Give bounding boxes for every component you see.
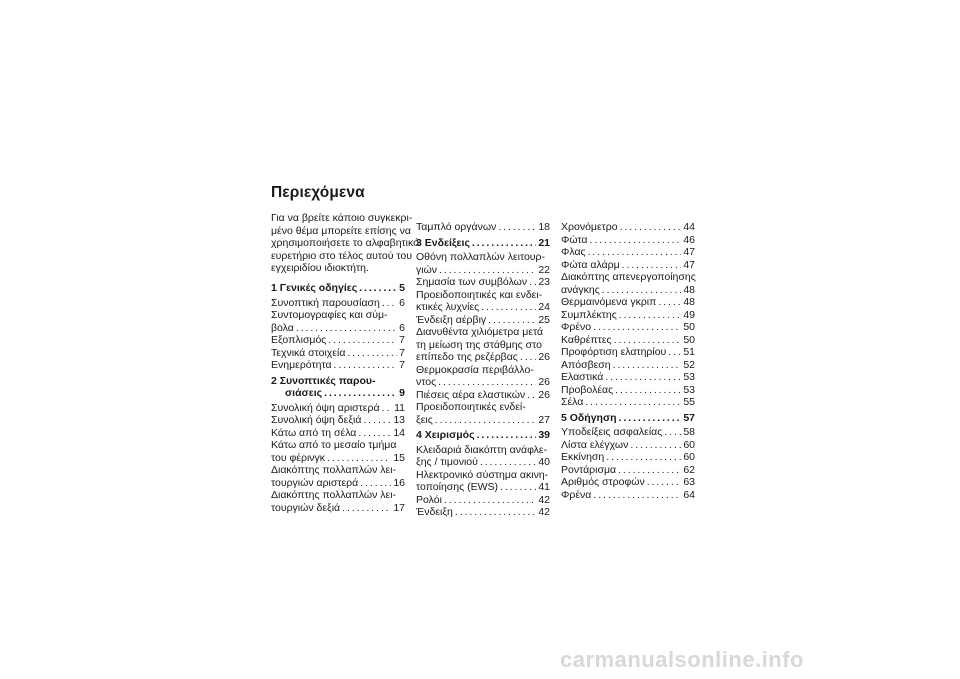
- leader-dots: [658, 296, 681, 309]
- toc-entry[interactable]: [561, 371, 695, 384]
- toc-page-number: 6: [399, 296, 405, 309]
- toc-entry[interactable]: [561, 476, 695, 489]
- toc-entry[interactable]: [271, 322, 405, 335]
- toc-entry[interactable]: [416, 301, 550, 314]
- leader-dots: [585, 396, 681, 409]
- toc-page-number: 15: [393, 451, 405, 464]
- leader-dots: [477, 429, 537, 442]
- leader-dots: [328, 334, 397, 347]
- leader-dots: [472, 237, 536, 250]
- toc-entry-label: βολα: [271, 321, 294, 334]
- toc-page-number: 42: [538, 493, 550, 506]
- toc-page-number: 58: [683, 426, 695, 438]
- toc-page-number: 26: [538, 351, 550, 363]
- toc-entry-label: Φρένα: [561, 488, 592, 501]
- toc-entry-line[interactable]: Κλειδαριά διακόπτη ανάφλε-: [416, 443, 548, 456]
- toc-page-number: 13: [393, 414, 405, 426]
- toc-page-number: 62: [683, 463, 695, 476]
- leader-dots: [529, 276, 536, 289]
- toc-entry[interactable]: [416, 314, 550, 327]
- toc-entry-label: Φώτα: [561, 233, 588, 246]
- toc-entry[interactable]: [271, 334, 405, 347]
- toc-entry[interactable]: [561, 464, 695, 477]
- toc-entry-label: ντος: [416, 376, 437, 388]
- toc-entry-label: Προφόρτιση ελατηρίου: [561, 346, 667, 358]
- toc-entry[interactable]: [271, 477, 405, 490]
- toc-page-number: 6: [399, 321, 405, 334]
- toc-page-number: 42: [538, 506, 550, 518]
- leader-dots: [527, 389, 536, 402]
- toc-entry[interactable]: [561, 384, 695, 397]
- leader-dots: [630, 439, 681, 452]
- toc-entry[interactable]: [561, 321, 695, 334]
- toc-page-number: 41: [538, 481, 550, 493]
- toc-entry-label: σιάσεις: [285, 387, 323, 399]
- leader-dots: [498, 221, 536, 234]
- toc-page-number: 47: [683, 246, 695, 258]
- toc-entry[interactable]: [416, 389, 550, 402]
- toc-entry-line[interactable]: Διακόπτης πολλαπλών λει-: [271, 489, 397, 501]
- leader-dots: [481, 301, 536, 314]
- toc-page-number: 60: [683, 438, 695, 451]
- toc-entry-line[interactable]: Ηλεκτρονικό σύστημα ακινη-: [416, 468, 549, 481]
- toc-column-2: [416, 221, 550, 519]
- toc-entry-label: τοποίησης (EWS): [416, 481, 499, 493]
- toc-page-number: 14: [393, 426, 405, 439]
- toc-entry[interactable]: [561, 451, 695, 464]
- toc-page-number: 50: [683, 333, 695, 346]
- toc-page-number: 16: [393, 476, 405, 489]
- toc-page-number: 23: [538, 276, 550, 288]
- toc-page-number: 17: [393, 501, 405, 514]
- toc-entry-label: Συμπλέκτης: [561, 308, 617, 321]
- toc-entry-label: Εξοπλισμός: [271, 334, 327, 346]
- leader-dots: [327, 452, 391, 465]
- toc-entry-label: γιών: [416, 263, 438, 276]
- toc-chapter-5[interactable]: [561, 412, 695, 425]
- toc-entry-label: Ένδειξη: [416, 506, 453, 518]
- toc-entry-label: ανάγκης: [561, 283, 600, 296]
- leader-dots: [444, 494, 536, 507]
- leader-dots: [613, 359, 682, 372]
- toc-chapter-1[interactable]: [271, 282, 405, 295]
- leader-dots: [618, 464, 681, 477]
- toc-entry[interactable]: [416, 456, 550, 469]
- toc-entry-label: Συνοπτική παρουσίαση: [271, 296, 380, 309]
- toc-page-number: 55: [683, 396, 695, 408]
- toc-page-number: 48: [683, 283, 695, 296]
- toc-entry[interactable]: [561, 246, 695, 259]
- toc-entry[interactable]: [561, 489, 695, 502]
- toc-entry-label: ξεις: [416, 413, 433, 426]
- toc-entry[interactable]: [416, 494, 550, 507]
- toc-entry-line[interactable]: Προειδοποιητικές και ενδει-: [416, 288, 543, 301]
- toc-entry-line[interactable]: Διανυθέντα χιλιόμετρα μετά: [416, 326, 544, 338]
- toc-chapter-3[interactable]: [416, 237, 550, 250]
- toc-entry-label: επίπεδο της ρεζέρβας: [416, 351, 518, 363]
- toc-entry-label: Ταμπλό οργάνων: [416, 221, 497, 233]
- intro-line: χρησιμοποιήσετε το αλφαβητικό: [271, 237, 419, 249]
- toc-page-number: 24: [538, 301, 550, 313]
- toc-entry[interactable]: [416, 221, 550, 234]
- toc-entry-line[interactable]: Θερμοκρασία περιβάλλο-: [416, 363, 534, 376]
- leader-dots: [668, 346, 681, 359]
- toc-entry[interactable]: [561, 359, 695, 372]
- toc-entry-line[interactable]: Κάτω από το μεσαίο τμήμα: [271, 439, 397, 451]
- toc-entry-label: Λίστα ελέγχων: [561, 438, 629, 451]
- toc-page-number: 26: [538, 376, 550, 388]
- leader-dots: [455, 506, 536, 519]
- toc-entry[interactable]: [561, 426, 695, 439]
- toc-entry[interactable]: [561, 221, 695, 234]
- toc-entry[interactable]: [271, 502, 405, 515]
- toc-entry[interactable]: [271, 402, 405, 415]
- intro-line: εγχειριδίου ιδιοκτήτη.: [271, 262, 369, 274]
- toc-entry-label: Ένδειξη αέρβιγ: [416, 313, 487, 326]
- leader-dots: [615, 384, 681, 397]
- toc-column-1: [271, 279, 405, 514]
- toc-entry[interactable]: [561, 334, 695, 347]
- leader-dots: [619, 412, 682, 425]
- toc-entry[interactable]: [271, 414, 405, 427]
- toc-entry-line[interactable]: Διακόπτης πολλαπλών λει-: [271, 464, 397, 476]
- toc-entry-label: Καθρέπτες: [561, 333, 612, 346]
- leader-dots: [480, 456, 536, 469]
- toc-page-number: 27: [538, 413, 550, 426]
- leader-dots: [363, 414, 391, 427]
- toc-page-number: 9: [399, 387, 405, 399]
- leader-dots: [520, 351, 536, 364]
- leader-dots: [664, 426, 681, 439]
- toc-page-number: 46: [683, 233, 695, 246]
- toc-page-number: 44: [683, 221, 695, 233]
- toc-entry-label: Εκκίνηση: [561, 451, 605, 463]
- leader-dots: [358, 427, 391, 440]
- toc-page-number: 51: [683, 346, 695, 358]
- toc-entry[interactable]: [271, 452, 405, 465]
- leader-dots: [347, 347, 397, 360]
- leader-dots: [602, 284, 682, 297]
- toc-page-number: 18: [538, 221, 550, 233]
- toc-page-number: 26: [538, 388, 550, 401]
- leader-dots: [359, 282, 397, 295]
- toc-column-3: [561, 221, 695, 501]
- leader-dots: [382, 297, 397, 310]
- leader-dots: [360, 477, 391, 490]
- toc-entry-label: Σημασία των συμβόλων: [416, 276, 528, 288]
- toc-chapter-4[interactable]: [416, 429, 550, 442]
- leader-dots: [382, 402, 393, 415]
- toc-entry-label: Κάτω από τη σέλα: [271, 426, 357, 439]
- toc-page-number: 64: [683, 488, 695, 501]
- toc-entry-label: Υποδείξεις ασφαλείας: [561, 426, 663, 438]
- toc-entry-label: Φώτα αλάρμ: [561, 258, 620, 271]
- leader-dots: [605, 371, 681, 384]
- toc-entry-label: Σέλα: [561, 396, 584, 408]
- leader-dots: [588, 246, 682, 259]
- leader-dots: [439, 264, 536, 277]
- leader-dots: [500, 481, 536, 494]
- leader-dots: [342, 502, 391, 515]
- toc-chapter-2-line[interactable]: 2 Συνοπτικές παρου-: [271, 374, 376, 387]
- toc-page-number: 7: [399, 334, 405, 346]
- toc-entry[interactable]: [271, 347, 405, 360]
- toc-page-number: 49: [683, 308, 695, 321]
- toc-entry-label: Συνολική όψη αριστερά: [271, 401, 380, 414]
- toc-entry[interactable]: [271, 427, 405, 440]
- toc-entry-line[interactable]: τη μείωση της στάθμης στο: [416, 338, 542, 351]
- intro-text: [271, 212, 419, 275]
- toc-entry[interactable]: [561, 396, 695, 409]
- toc-entry-label: Συνολική όψη δεξιά: [271, 414, 362, 426]
- toc-entry[interactable]: [416, 506, 550, 519]
- toc-entry-label: Φλας: [561, 246, 586, 258]
- leader-dots: [593, 321, 681, 334]
- toc-entry-label: Τεχνικά στοιχεία: [271, 346, 346, 359]
- toc-page-number: 63: [683, 476, 695, 488]
- toc-entry[interactable]: [561, 259, 695, 272]
- toc-entry-label: Ενημερότητα: [271, 359, 332, 371]
- leader-dots: [334, 359, 398, 372]
- toc-entry[interactable]: [416, 376, 550, 389]
- toc-page-number: 53: [683, 371, 695, 383]
- toc-entry-label: Χρονόμετρο: [561, 221, 618, 233]
- toc-entry[interactable]: [416, 264, 550, 277]
- toc-entry[interactable]: [561, 234, 695, 247]
- leader-dots: [647, 476, 682, 489]
- leader-dots: [622, 259, 682, 272]
- toc-entry-label: Προβολέας: [561, 383, 614, 396]
- toc-page-number: 7: [399, 346, 405, 359]
- toc-page-number: 50: [683, 321, 695, 333]
- toc-entry-label: Ρολόι: [416, 493, 442, 506]
- intro-line: μένο θέμα μπορείτε επίσης να: [271, 224, 411, 237]
- toc-page-number: 53: [683, 383, 695, 396]
- page-title: Περιεχόμενα: [271, 184, 365, 201]
- toc-entry-label: 3 Ενδείξεις: [416, 236, 470, 249]
- leader-dots: [590, 234, 682, 247]
- leader-dots: [488, 314, 536, 327]
- toc-page-number: 60: [683, 451, 695, 463]
- toc-entry-line[interactable]: Συντομογραφίες και σύμ-: [271, 309, 388, 321]
- toc-page-number: 48: [683, 296, 695, 308]
- toc-entry[interactable]: [561, 439, 695, 452]
- toc-entry-label: Θερμαινόμενα γκριπ: [561, 296, 657, 308]
- toc-page-number: 25: [538, 313, 550, 326]
- toc-entry-label: Απόσβεση: [561, 358, 611, 371]
- leader-dots: [614, 334, 682, 347]
- toc-entry-label: του φέρινγκ: [271, 451, 326, 464]
- toc-entry-label: Φρένο: [561, 321, 592, 333]
- toc-entry[interactable]: [561, 296, 695, 309]
- toc-page-number: 57: [683, 411, 695, 424]
- toc-entry-label: Ροντάρισμα: [561, 463, 617, 476]
- toc-page-number: 52: [683, 358, 695, 371]
- toc-entry-label: 4 Χειρισμός: [416, 429, 475, 441]
- toc-chapter-2[interactable]: [271, 387, 405, 400]
- toc-entry[interactable]: [416, 414, 550, 427]
- leader-dots: [438, 376, 536, 389]
- toc-entry-line[interactable]: Διακόπτης απενεργοποίησης: [561, 271, 696, 283]
- leader-dots: [324, 387, 397, 400]
- toc-page-number: 7: [399, 359, 405, 371]
- toc-entry[interactable]: [416, 481, 550, 494]
- toc-entry-label: Πιέσεις αέρα ελαστικών: [416, 388, 526, 401]
- toc-entry-label: 5 Οδήγηση: [561, 411, 617, 424]
- toc-entry[interactable]: [271, 297, 405, 310]
- toc-entry-line[interactable]: Προειδοποιητικές ενδεί-: [416, 401, 526, 413]
- toc-entry-line[interactable]: Οθόνη πολλαπλών λειτουρ-: [416, 251, 546, 263]
- toc-entry[interactable]: [561, 309, 695, 322]
- toc-entry[interactable]: [416, 351, 550, 364]
- leader-dots: [620, 221, 682, 234]
- intro-line: Για να βρείτε κάποιο συγκεκρι-: [271, 212, 413, 224]
- toc-page-number: 21: [538, 236, 550, 249]
- toc-entry[interactable]: [416, 276, 550, 289]
- toc-entry[interactable]: [561, 346, 695, 359]
- toc-page-number: 5: [399, 282, 405, 294]
- toc-entry[interactable]: [561, 284, 695, 297]
- toc-page-number: 11: [394, 401, 405, 414]
- leader-dots: [606, 451, 681, 464]
- toc-entry-label: Αριθμός στροφών: [561, 476, 645, 488]
- toc-page-number: 47: [683, 258, 695, 271]
- toc-entry[interactable]: [271, 359, 405, 372]
- toc-entry-label: τουργιών αριστερά: [271, 476, 359, 489]
- leader-dots: [619, 309, 682, 322]
- toc-page-number: 39: [538, 429, 550, 441]
- toc-page-number: 40: [538, 456, 550, 468]
- leader-dots: [296, 322, 397, 335]
- intro-line: ευρετήριο στο τέλος αυτού του: [271, 249, 412, 262]
- watermark: carmanualsonline.info: [560, 647, 804, 672]
- toc-entry-label: 1 Γενικές οδηγίες: [271, 282, 358, 294]
- leader-dots: [593, 489, 681, 502]
- toc-entry-label: κτικές λυχνίες: [416, 301, 480, 313]
- toc-entry-label: Ελαστικά: [561, 371, 604, 383]
- leader-dots: [435, 414, 537, 427]
- toc-entry-label: τουργιών δεξιά: [271, 501, 341, 514]
- toc-page-number: 22: [538, 263, 550, 276]
- toc-entry-label: ξης / τιμονιού: [416, 456, 478, 468]
